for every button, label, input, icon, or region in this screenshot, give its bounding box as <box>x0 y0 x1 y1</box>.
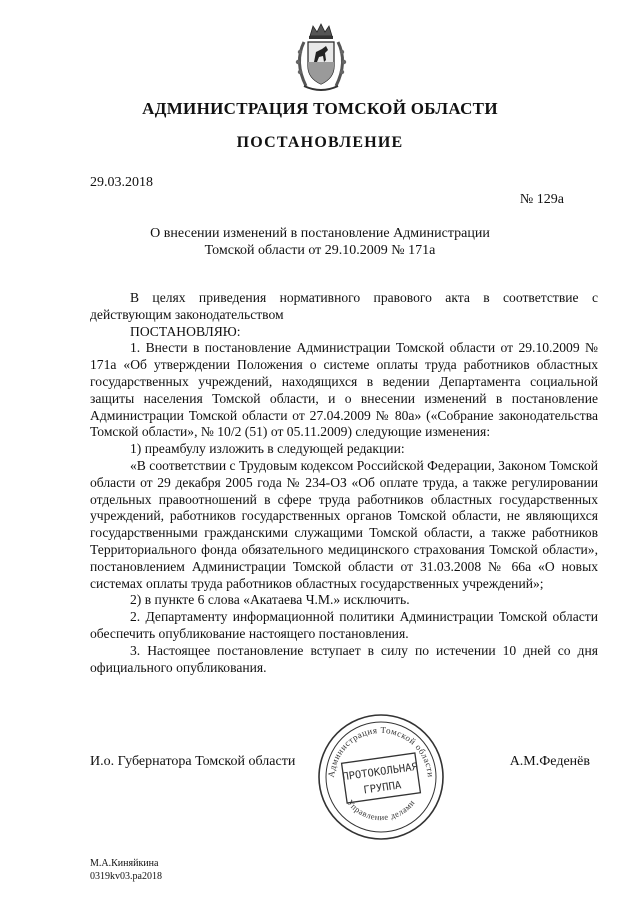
document-number: № 129а <box>519 192 564 207</box>
subclause-1: 1) преамбулу изложить в следующей редакции: <box>130 441 405 457</box>
signatory-position: И.о. Губернатора Томской области <box>90 754 296 769</box>
stamp-bottom-text: Управление делами <box>345 797 417 823</box>
preamble-paragraph: В целях приведения нормативного правового акта в соответствие с действующим законодательством <box>90 290 598 322</box>
file-reference: 0319kv03.ра2018 <box>90 871 162 882</box>
clause-2: 2. Департаменту информационной политики Администрации Томской области обеспечить опубликование настоящего постановления. <box>90 609 598 641</box>
executor-name: М.А.Киняйкина <box>90 858 159 869</box>
subclause-2: 2) в пункте 6 слова «Акатаева Ч.М.» исключить. <box>130 592 410 608</box>
document-body <box>90 290 598 676</box>
footer-executor-info <box>90 857 162 883</box>
signatory-name: А.М.Феденёв <box>509 754 590 769</box>
stamp-outer-text: Администрация Томской области <box>325 724 436 779</box>
subject-line-2: Томской области от 29.10.2009 № 171а <box>204 243 436 258</box>
document-type: ПОСТАНОВЛЕНИЕ <box>236 134 404 151</box>
document-date: 29.03.2018 <box>90 175 153 190</box>
clause-1: 1. Внести в постановление Администрации Томской области от 29.10.2009 № 171а «Об утверждении Положения о системе оплаты труда работников областных государственных учреждений, находящихся в ведении Департамента социальной защиты населения Томской области, и о внесении изменений в постановление Администрации Томской области от 27.04.2009 № 80а» («Собрание законодательства Томской области», № 10/2 (51) от 05.11.2009) следующие изменения: <box>90 340 598 440</box>
stamp-center-line-2: ГРУППА <box>362 779 403 797</box>
coat-of-arms-icon <box>292 22 350 94</box>
document-subject <box>0 225 640 259</box>
organization-title: АДМИНИСТРАЦИЯ ТОМСКОЙ ОБЛАСТИ <box>142 99 498 118</box>
official-stamp <box>316 712 446 842</box>
new-preamble-text: «В соответствии с Трудовым кодексом Российской Федерации, Законом Томской области от 29 декабря 2005 года № 234-ОЗ «Об оплате труда, а также регулировании отдельных правоотношений в сфере труда работников областных государственных учреждений, работников государственных органов Томской области, не являющихся государственными гражданскими служащими Томской области, а также работников Территориального фонда обязательного медицинского страхования Томской области», постановлением Администрации Томской области от 31.03.2008 № 66а «О новых системах оплаты труда работников областных государственных учреждений»; <box>90 457 598 591</box>
resolves-heading: ПОСТАНОВЛЯЮ: <box>130 323 241 339</box>
clause-3: 3. Настоящее постановление вступает в силу по истечении 10 дней со дня официального опубликования. <box>90 642 598 675</box>
stamp-center-line-1: ПРОТОКОЛЬНАЯ <box>341 760 419 784</box>
subject-line-1: О внесении изменений в постановление Администрации <box>150 226 490 241</box>
